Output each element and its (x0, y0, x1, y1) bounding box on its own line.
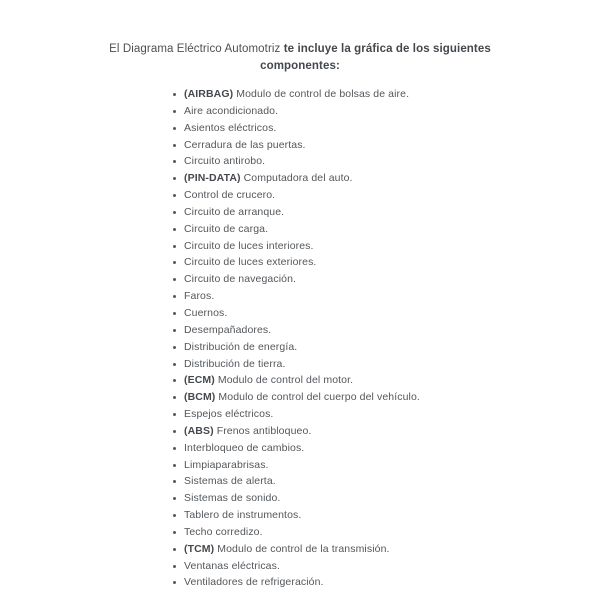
list-item (184, 221, 600, 238)
list-item (184, 254, 600, 271)
component-label: Sistemas de sonido. (184, 492, 281, 505)
list-item (184, 574, 600, 591)
component-label: Ventiladores de refrigeración. (184, 576, 324, 589)
component-label: Circuito de arranque. (184, 205, 285, 218)
component-label: Circuito de luces interiores. (184, 239, 314, 252)
title-emphasis-line2: componentes: (260, 60, 340, 72)
component-label: Interbloqueo de cambios. (184, 441, 305, 454)
list-item (184, 356, 600, 373)
component-label: Cuernos. (184, 306, 228, 319)
title-line-2 (0, 58, 600, 75)
list-item (184, 524, 600, 541)
component-acronym: (PIN-DATA) (184, 172, 241, 185)
list-item (184, 372, 600, 389)
component-acronym: (AIRBAG) (184, 88, 234, 100)
component-label: Aire acondicionado. (184, 104, 279, 117)
list-item (184, 187, 600, 204)
list-item (184, 457, 600, 474)
component-acronym: (BCM) (184, 391, 216, 404)
component-acronym: (ABS) (184, 424, 214, 437)
component-label: Distribución de tierra. (184, 357, 286, 370)
list-item (184, 103, 600, 120)
list-item (184, 271, 600, 288)
list-item (184, 153, 600, 170)
component-label: Techo corredizo. (184, 525, 263, 538)
component-label: Tablero de instrumentos. (184, 509, 302, 522)
title-prefix: El Diagrama Eléctrico Automotriz (109, 43, 284, 55)
component-label: Control de crucero. (184, 189, 276, 202)
component-label: Espejos eléctricos. (184, 408, 274, 421)
component-label: Desempañadores. (184, 323, 272, 336)
list-item (184, 339, 600, 356)
component-label: Asientos eléctricos. (184, 121, 277, 134)
components-list (0, 86, 600, 591)
list-item (184, 406, 600, 423)
component-label: Frenos antibloqueo. (213, 424, 312, 437)
list-item (184, 288, 600, 305)
list-item (184, 423, 600, 440)
list-item (184, 137, 600, 154)
component-acronym: (ECM) (184, 374, 215, 387)
component-label: Modulo de control de la transmisión. (214, 542, 390, 555)
list-item (184, 490, 600, 507)
component-label: Distribución de energía. (184, 340, 298, 353)
component-label: Modulo de control del cuerpo del vehículo. (215, 391, 420, 404)
list-item (184, 120, 600, 137)
component-label: Circuito antirobo. (184, 155, 266, 168)
title-line-1 (0, 41, 600, 58)
component-label: Faros. (184, 290, 215, 303)
list-item (184, 305, 600, 322)
component-label: Modulo de control del motor. (214, 374, 354, 387)
component-label: Computadora del auto. (240, 172, 353, 185)
list-item (184, 322, 600, 339)
list-item (184, 507, 600, 524)
list-item (184, 541, 600, 558)
component-label: Circuito de navegación. (184, 273, 297, 286)
list-item (184, 558, 600, 575)
component-label: Ventanas eléctricas. (184, 559, 280, 572)
component-label: Modulo de control de bolsas de aire. (233, 88, 410, 100)
list-item (184, 86, 600, 103)
page-title (0, 0, 600, 75)
component-label: Circuito de luces exteriores. (184, 256, 317, 269)
list-item (184, 389, 600, 406)
list-item (184, 170, 600, 187)
component-label: Circuito de carga. (184, 222, 269, 235)
component-label: Sistemas de alerta. (184, 475, 276, 488)
component-label: Cerradura de las puertas. (184, 138, 306, 151)
title-emphasis: te incluye la gráfica de los siguientes (283, 43, 491, 55)
list-item (184, 473, 600, 490)
list-item (184, 204, 600, 221)
component-acronym: (TCM) (184, 542, 215, 555)
list-item (184, 238, 600, 255)
list-item (184, 440, 600, 457)
component-label: Limpiaparabrisas. (184, 458, 269, 471)
